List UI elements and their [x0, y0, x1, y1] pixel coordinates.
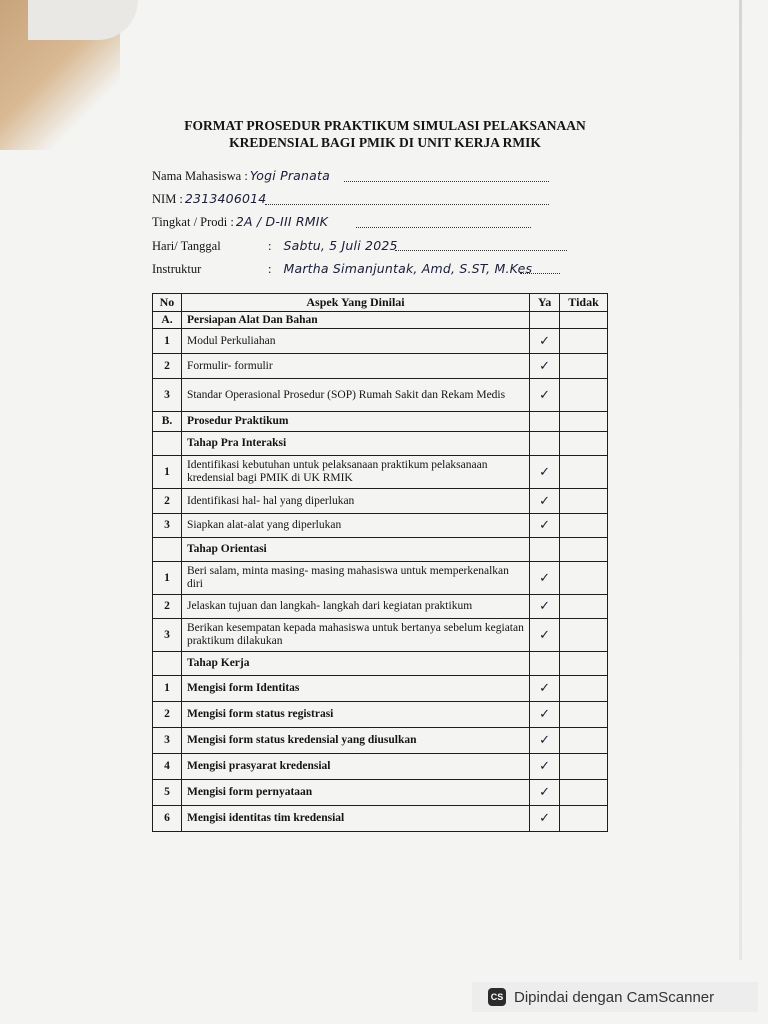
- header-aspek: Aspek Yang Dinilai: [181, 294, 529, 312]
- field-hari: [152, 238, 398, 254]
- field-nim: [152, 191, 266, 207]
- row-ya: ✓: [530, 728, 560, 754]
- row-number: 3: [153, 728, 182, 754]
- field-tingkat-label: Tingkat / Prodi :: [152, 215, 234, 229]
- row-tidak: [560, 514, 608, 538]
- row-aspect: Tahap Pra Interaksi: [181, 432, 529, 456]
- row-tidak: [560, 780, 608, 806]
- row-tidak: [560, 728, 608, 754]
- row-tidak: [560, 619, 608, 652]
- row-aspect: Modul Perkuliahan: [181, 329, 529, 354]
- field-hari-value: Sabtu, 5 Juli 2025: [283, 238, 398, 253]
- row-aspect: Siapkan alat-alat yang diperlukan: [181, 514, 529, 538]
- dotted-line: [395, 249, 567, 251]
- row-ya: [530, 538, 560, 562]
- field-instruktur-sep: :: [268, 262, 272, 276]
- table-row: [153, 312, 608, 329]
- row-number: 3: [153, 514, 182, 538]
- page-edge-shadow: [739, 0, 742, 960]
- row-tidak: [560, 676, 608, 702]
- row-ya: ✓: [530, 676, 560, 702]
- row-aspect: Identifikasi kebutuhan untuk pelaksanaan praktikum pelaksanaan kredensial bagi PMIK di UK RMIK: [181, 456, 529, 489]
- row-number: [153, 432, 182, 456]
- row-number: A.: [153, 312, 182, 329]
- field-instruktur: [152, 261, 532, 277]
- row-number: [153, 538, 182, 562]
- table-row: [153, 652, 608, 676]
- field-nim-label: NIM :: [152, 192, 183, 206]
- table-row: [153, 619, 608, 652]
- row-number: 1: [153, 676, 182, 702]
- table-row: [153, 702, 608, 728]
- row-number: 2: [153, 595, 182, 619]
- table-row: [153, 432, 608, 456]
- document-title-line-2: KREDENSIAL BAGI PMIK DI UNIT KERJA RMIK: [229, 135, 541, 150]
- row-number: 2: [153, 489, 182, 514]
- dotted-line: [344, 180, 549, 182]
- row-tidak: [560, 489, 608, 514]
- dotted-line: [265, 203, 549, 205]
- row-number: 5: [153, 780, 182, 806]
- row-aspect: Berikan kesempatan kepada mahasiswa untuk bertanya sebelum kegiatan praktikum dilakukan: [181, 619, 529, 652]
- field-hari-sep: :: [268, 239, 272, 253]
- header-tidak: Tidak: [560, 294, 608, 312]
- dotted-line: [520, 272, 560, 274]
- camscanner-watermark: [472, 982, 758, 1012]
- field-tingkat: [152, 214, 328, 230]
- row-aspect: Tahap Kerja: [181, 652, 529, 676]
- table-row: [153, 562, 608, 595]
- row-aspect: Prosedur Praktikum: [181, 412, 529, 432]
- row-ya: ✓: [530, 754, 560, 780]
- table-row: [153, 514, 608, 538]
- table-row: [153, 354, 608, 379]
- row-aspect: Persiapan Alat Dan Bahan: [181, 312, 529, 329]
- header-no: No: [153, 294, 182, 312]
- field-tingkat-value: 2A / D-III RMIK: [235, 214, 329, 229]
- field-nama-label: Nama Mahasiswa :: [152, 169, 248, 183]
- document-title-line-1: FORMAT PROSEDUR PRAKTIKUM SIMULASI PELAKSANAAN: [184, 118, 586, 133]
- row-ya: ✓: [530, 619, 560, 652]
- paper-edge: [28, 0, 138, 40]
- row-number: 3: [153, 379, 182, 412]
- row-aspect: Standar Operasional Prosedur (SOP) Rumah Sakit dan Rekam Medis: [181, 379, 529, 412]
- table-body: [153, 312, 608, 832]
- field-nama-value: Yogi Pranata: [249, 168, 330, 183]
- table-row: [153, 728, 608, 754]
- table-row: [153, 754, 608, 780]
- table-row: [153, 412, 608, 432]
- row-aspect: Mengisi prasyarat kredensial: [181, 754, 529, 780]
- row-ya: [530, 652, 560, 676]
- table-header-row: [153, 294, 608, 312]
- row-tidak: [560, 354, 608, 379]
- table-row: [153, 379, 608, 412]
- camscanner-icon: CS: [488, 988, 506, 1006]
- row-tidak: [560, 595, 608, 619]
- field-instruktur-value: Martha Simanjuntak, Amd, S.ST, M.Kes: [283, 261, 533, 276]
- row-aspect: Jelaskan tujuan dan langkah- langkah dari kegiatan praktikum: [181, 595, 529, 619]
- row-aspect: Mengisi form Identitas: [181, 676, 529, 702]
- row-tidak: [560, 702, 608, 728]
- row-tidak: [560, 456, 608, 489]
- row-ya: ✓: [530, 562, 560, 595]
- table-row: [153, 329, 608, 354]
- row-tidak: [560, 412, 608, 432]
- row-ya: ✓: [530, 379, 560, 412]
- row-tidak: [560, 379, 608, 412]
- camscanner-text: Dipindai dengan CamScanner: [514, 988, 715, 1006]
- row-tidak: [560, 754, 608, 780]
- table-row: [153, 780, 608, 806]
- row-aspect: Beri salam, minta masing- masing mahasiswa untuk memperkenalkan diri: [181, 562, 529, 595]
- row-ya: ✓: [530, 806, 560, 832]
- row-number: 4: [153, 754, 182, 780]
- table-row: [153, 806, 608, 832]
- table-row: [153, 538, 608, 562]
- row-tidak: [560, 329, 608, 354]
- row-tidak: [560, 538, 608, 562]
- row-ya: [530, 432, 560, 456]
- table-row: [153, 595, 608, 619]
- row-number: 2: [153, 354, 182, 379]
- row-aspect: Mengisi identitas tim kredensial: [181, 806, 529, 832]
- row-number: 2: [153, 702, 182, 728]
- row-aspect: Mengisi form status kredensial yang diusulkan: [181, 728, 529, 754]
- field-hari-label: Hari/ Tanggal: [152, 239, 221, 253]
- row-number: B.: [153, 412, 182, 432]
- row-ya: ✓: [530, 780, 560, 806]
- table-row: [153, 456, 608, 489]
- table-row: [153, 676, 608, 702]
- row-tidak: [560, 806, 608, 832]
- row-ya: ✓: [530, 456, 560, 489]
- row-ya: ✓: [530, 595, 560, 619]
- field-instruktur-label: Instruktur: [152, 262, 202, 276]
- dotted-line: [356, 226, 531, 228]
- row-ya: ✓: [530, 702, 560, 728]
- row-number: 3: [153, 619, 182, 652]
- row-ya: ✓: [530, 514, 560, 538]
- row-tidak: [560, 312, 608, 329]
- row-number: 1: [153, 329, 182, 354]
- field-nama: [152, 168, 330, 184]
- row-ya: [530, 412, 560, 432]
- row-tidak: [560, 652, 608, 676]
- row-aspect: Tahap Orientasi: [181, 538, 529, 562]
- row-number: 1: [153, 562, 182, 595]
- row-tidak: [560, 432, 608, 456]
- row-tidak: [560, 562, 608, 595]
- row-ya: [530, 312, 560, 329]
- row-ya: ✓: [530, 354, 560, 379]
- assessment-table: [152, 293, 608, 832]
- row-aspect: Formulir- formulir: [181, 354, 529, 379]
- row-number: [153, 652, 182, 676]
- row-ya: ✓: [530, 329, 560, 354]
- row-aspect: Mengisi form pernyataan: [181, 780, 529, 806]
- row-aspect: Identifikasi hal- hal yang diperlukan: [181, 489, 529, 514]
- row-number: 1: [153, 456, 182, 489]
- field-nim-value: 2313406014: [184, 191, 267, 206]
- header-ya: Ya: [530, 294, 560, 312]
- row-aspect: Mengisi form status registrasi: [181, 702, 529, 728]
- row-ya: ✓: [530, 489, 560, 514]
- row-number: 6: [153, 806, 182, 832]
- table-row: [153, 489, 608, 514]
